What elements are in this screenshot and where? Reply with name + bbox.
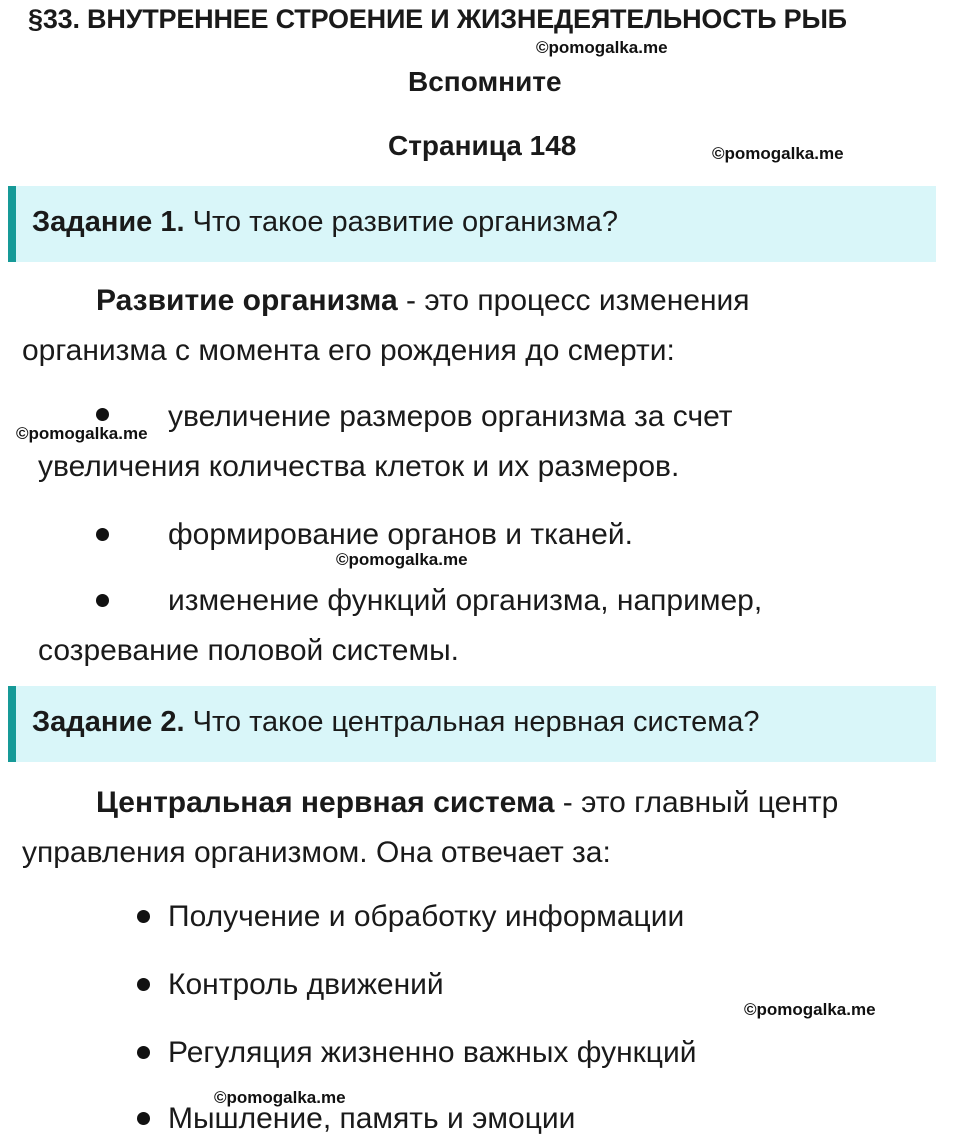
task-2-bullet-1: Получение и обработку информации — [168, 900, 685, 933]
bullet-dot — [137, 978, 150, 991]
task-2-bullet-2: Контроль движений — [168, 968, 444, 1001]
task-2-answer-line1 — [96, 778, 838, 828]
task-1-answer-line1 — [96, 276, 750, 326]
task-1-bullet-1-line2: увеличения количества клеток и их размеров. — [38, 450, 680, 483]
bullet-dot — [96, 408, 109, 421]
task-1-banner — [8, 186, 936, 262]
watermark: ©pomogalka.me — [214, 1088, 346, 1107]
task-2-answer-term: Центральная нервная система — [96, 786, 555, 819]
bullet-dot — [137, 1112, 150, 1125]
bullet-dot — [137, 1046, 150, 1059]
watermark: ©pomogalka.me — [744, 1000, 876, 1019]
task-2-bullet-3: Регуляция жизненно важных функций — [168, 1036, 697, 1069]
page-title: §33. ВНУТРЕННЕЕ СТРОЕНИЕ И ЖИЗНЕДЕЯТЕЛЬНОСТЬ РЫБ — [28, 4, 847, 34]
task-2-question-text: Что такое центральная нервная система? — [192, 706, 760, 738]
task-2-banner — [8, 686, 936, 762]
task-2-bullet-4: Мышление, память и эмоции — [168, 1102, 576, 1135]
task-1-bullet-2: формирование органов и тканей. — [168, 518, 633, 551]
watermark: ©pomogalka.me — [16, 424, 148, 443]
task-2-answer-line2: управления организмом. Она отвечает за: — [22, 836, 611, 869]
bullet-dot — [137, 910, 150, 923]
task-1-bullet-3-line1: изменение функций организма, например, — [168, 584, 763, 617]
task-1-answer-rest: - это процесс изменения — [397, 284, 750, 317]
watermark: ©pomogalka.me — [336, 550, 468, 569]
task-1-question-text: Что такое развитие организма? — [192, 206, 619, 238]
task-1-answer-line2: организма с момента его рождения до смерти: — [22, 334, 675, 367]
watermark: ©pomogalka.me — [712, 144, 844, 163]
watermark: ©pomogalka.me — [536, 38, 668, 57]
task-2-answer-rest: - это главный центр — [554, 786, 839, 819]
task-1-label: Задание 1. — [32, 206, 185, 238]
page-number-heading: Страница 148 — [388, 130, 577, 161]
task-2-label: Задание 2. — [32, 706, 185, 738]
task-1-bullet-1-line1: увеличение размеров организма за счет — [168, 400, 733, 433]
task-1-question — [32, 206, 618, 239]
task-1-bullet-3-line2: созревание половой системы. — [38, 634, 459, 667]
task-2-question — [32, 706, 759, 739]
task-1-answer-term: Развитие организма — [96, 284, 398, 317]
bullet-dot — [96, 528, 109, 541]
bullet-dot — [96, 594, 109, 607]
section-heading: Вспомните — [408, 66, 562, 97]
